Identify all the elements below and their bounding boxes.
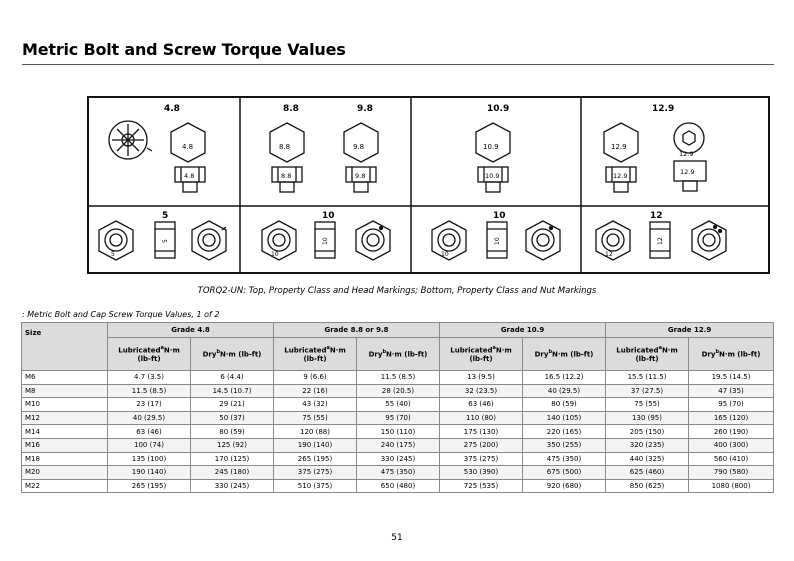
table-row [22, 466, 774, 480]
lubricated-torque-cell: 9 (6.6) [274, 371, 357, 385]
dry-torque-cell: 140 (105) [523, 411, 606, 425]
nut-class-label-12: 12 [650, 211, 663, 221]
grade-header: Grade 12.9 [606, 323, 774, 338]
hex-nut-side-icon [155, 222, 175, 258]
lubricated-torque-cell: 4.7 (3.5) [108, 371, 191, 385]
hex-side-bolt-icon [272, 167, 302, 192]
bolt-size-cell: M12 [22, 411, 108, 425]
hex-nut-side-icon [315, 222, 335, 258]
lubricated-torque-cell: 11.5 (8.5) [108, 384, 191, 398]
dry-torque-cell: 55 (40) [357, 398, 440, 412]
lubricated-torque-cell: 130 (95) [606, 411, 689, 425]
svg-text:4.8: 4.8 [182, 143, 194, 151]
dry-torque-cell: 400 (300) [689, 438, 774, 452]
svg-text:5: 5 [111, 251, 115, 258]
dry-torque-cell: 80 (59) [191, 425, 274, 439]
lubricated-torque-cell: 510 (375) [274, 479, 357, 493]
lubricated-torque-cell: 175 (130) [440, 425, 523, 439]
lubricated-torque-cell: 375 (275) [440, 452, 523, 466]
grade-header: Grade 4.8 [108, 323, 274, 338]
dry-torque-cell: 165 (120) [689, 411, 774, 425]
lubricated-torque-cell: 375 (275) [274, 466, 357, 480]
class-label-12-9: 12.9 [652, 104, 675, 114]
svg-text:8.8: 8.8 [279, 143, 291, 151]
class-label-4-8: 4.8 [164, 104, 180, 114]
lubricated-torque-cell: 75 (55) [606, 398, 689, 412]
lubricated-torque-cell: 23 (17) [108, 398, 191, 412]
lubricated-torque-cell: 15.5 (11.5) [606, 371, 689, 385]
lubricated-torque-cell: 110 (80) [440, 411, 523, 425]
dry-header: Dry$^b$N·m (lb-ft) [357, 338, 440, 371]
hex-head-bolt-icon [604, 123, 638, 162]
torque-values-table [21, 322, 774, 493]
page-title: Metric Bolt and Screw Torque Values [22, 40, 346, 59]
size-header: Size [22, 323, 108, 371]
figure-caption: TORQ2-UN: Top, Property Class and Head Markings; Bottom, Property Class and Nut Markings [197, 286, 597, 296]
bolt-marking-diagram [89, 98, 768, 272]
nut-class-label-10: 10 [493, 211, 506, 221]
lubricated-header: Lubricated$^a$N·m (lb-ft) [274, 338, 357, 371]
dry-torque-cell: 50 (37) [191, 411, 274, 425]
dry-torque-cell: 28 (20.5) [357, 384, 440, 398]
dry-torque-cell: 80 (59) [523, 398, 606, 412]
lubricated-torque-cell: 40 (29.5) [108, 411, 191, 425]
svg-text:10.9: 10.9 [485, 172, 500, 180]
lubricated-torque-cell: 725 (535) [440, 479, 523, 493]
lubricated-torque-cell: 440 (325) [606, 452, 689, 466]
table-row [22, 425, 774, 439]
svg-text:10: 10 [322, 237, 329, 245]
lubricated-torque-cell: 190 (140) [108, 466, 191, 480]
hex-side-bolt-icon [478, 167, 508, 192]
dry-torque-cell: 95 (70) [357, 411, 440, 425]
lubricated-torque-cell: 13 (9.5) [440, 371, 523, 385]
svg-text:12.9: 12.9 [611, 143, 627, 151]
svg-text:10: 10 [441, 251, 449, 258]
lubricated-torque-cell: 625 (460) [606, 466, 689, 480]
svg-text:9.8: 9.8 [353, 143, 365, 151]
bolt-marking-figure [87, 96, 770, 274]
svg-text:8.8: 8.8 [281, 172, 292, 180]
table-row [22, 398, 774, 412]
dry-torque-cell: 790 (580) [689, 466, 774, 480]
dry-torque-cell: 330 (245) [191, 479, 274, 493]
dry-torque-cell: 150 (110) [357, 425, 440, 439]
dry-torque-cell: 16.5 (12.2) [523, 371, 606, 385]
hex-nut-icon [262, 221, 296, 260]
lubricated-torque-cell: 100 (74) [108, 438, 191, 452]
dry-torque-cell: 125 (92) [191, 438, 274, 452]
hex-nut-icon [596, 221, 630, 260]
lubricated-torque-cell: 320 (235) [606, 438, 689, 452]
bolt-size-cell: M22 [22, 479, 108, 493]
grade-header-row [22, 323, 774, 338]
dry-torque-cell: 920 (680) [523, 479, 606, 493]
lubricated-torque-cell: 135 (100) [108, 452, 191, 466]
lubricated-torque-cell: 530 (390) [440, 466, 523, 480]
torque-table-body [22, 371, 774, 493]
table-row [22, 452, 774, 466]
table-caption: : Metric Bolt and Cap Screw Torque Values, 1 of 2 [22, 310, 220, 319]
dry-torque-cell: 220 (165) [523, 425, 606, 439]
dry-torque-cell: 350 (255) [523, 438, 606, 452]
lubricated-torque-cell: 63 (46) [108, 425, 191, 439]
dry-torque-cell: 95 (70) [689, 398, 774, 412]
svg-text:12.9: 12.9 [613, 172, 628, 180]
table-row [22, 371, 774, 385]
svg-text:10: 10 [271, 251, 279, 258]
lubricated-torque-cell: 850 (625) [606, 479, 689, 493]
hex-side-bolt-icon [175, 167, 205, 192]
hex-nut-icon [692, 221, 726, 260]
lubricated-torque-cell: 120 (88) [274, 425, 357, 439]
hex-nut-side-icon [650, 222, 670, 258]
dry-torque-cell: 11.5 (8.5) [357, 371, 440, 385]
dry-torque-cell: 47 (35) [689, 384, 774, 398]
socket-side-screw-icon [674, 161, 706, 191]
svg-text:10.9: 10.9 [483, 143, 499, 151]
hex-head-bolt-icon [270, 123, 304, 162]
lubricated-torque-cell: 32 (23.5) [440, 384, 523, 398]
lubricated-torque-cell: 190 (140) [274, 438, 357, 452]
lubricated-torque-cell: 22 (16) [274, 384, 357, 398]
table-row [22, 438, 774, 452]
lubricated-torque-cell: 75 (55) [274, 411, 357, 425]
hex-head-bolt-icon [171, 123, 205, 162]
class-label-9-8: 9.8 [357, 104, 373, 114]
page-number: 51 [391, 533, 403, 543]
dry-torque-cell: 40 (29.5) [523, 384, 606, 398]
svg-text:12: 12 [657, 237, 664, 245]
socket-head-screw-icon [674, 123, 704, 158]
dry-torque-cell: 260 (190) [689, 425, 774, 439]
lubricated-torque-cell: 37 (27.5) [606, 384, 689, 398]
lubricated-header: Lubricated$^a$N·m (lb-ft) [440, 338, 523, 371]
table-row [22, 411, 774, 425]
svg-text:4.8: 4.8 [184, 172, 195, 180]
dry-torque-cell: 29 (21) [191, 398, 274, 412]
hex-side-bolt-icon [346, 167, 376, 192]
dry-torque-cell: 14.5 (10.7) [191, 384, 274, 398]
svg-text:12.9: 12.9 [679, 150, 694, 158]
dry-torque-cell: 240 (175) [357, 438, 440, 452]
nut-class-label-10: 10 [322, 211, 335, 221]
dry-torque-cell: 6 (4.4) [191, 371, 274, 385]
dry-header: Dry$^b$N·m (lb-ft) [689, 338, 774, 371]
dry-torque-cell: 475 (350) [523, 452, 606, 466]
bolt-size-cell: M16 [22, 438, 108, 452]
svg-text:9.8: 9.8 [355, 172, 366, 180]
class-label-10-9: 10.9 [487, 104, 510, 114]
condition-header-row [22, 338, 774, 371]
hex-side-bolt-icon [606, 167, 636, 192]
dry-torque-cell: 675 (500) [523, 466, 606, 480]
table-row [22, 479, 774, 493]
bolt-size-cell: M8 [22, 384, 108, 398]
round-head-bolt-icon [109, 121, 152, 159]
bolt-size-cell: M14 [22, 425, 108, 439]
lubricated-torque-cell: 43 (32) [274, 398, 357, 412]
bolt-size-cell: M18 [22, 452, 108, 466]
hex-nut-icon [99, 221, 133, 260]
bolt-size-cell: M10 [22, 398, 108, 412]
svg-text:5: 5 [162, 239, 169, 243]
hex-nut-icon [356, 221, 390, 260]
svg-text:10: 10 [494, 237, 501, 245]
dry-header: Dry$^b$N·m (lb-ft) [191, 338, 274, 371]
bolt-size-cell: M6 [22, 371, 108, 385]
grade-header: Grade 8.8 or 9.8 [274, 323, 440, 338]
title-divider [22, 64, 774, 65]
hex-head-bolt-icon [476, 123, 510, 162]
hex-nut-icon [432, 221, 466, 260]
lubricated-torque-cell: 63 (46) [440, 398, 523, 412]
lubricated-header: Lubricated$^a$N·m (lb-ft) [606, 338, 689, 371]
dry-torque-cell: 19.5 (14.5) [689, 371, 774, 385]
lubricated-header: Lubricated$^a$N·m (lb-ft) [108, 338, 191, 371]
dry-torque-cell: 475 (350) [357, 466, 440, 480]
grade-header: Grade 10.9 [440, 323, 606, 338]
dry-torque-cell: 245 (180) [191, 466, 274, 480]
class-label-8-8: 8.8 [283, 104, 299, 114]
dry-torque-cell: 560 (410) [689, 452, 774, 466]
dry-torque-cell: 1080 (800) [689, 479, 774, 493]
svg-text:12: 12 [605, 251, 613, 258]
dry-torque-cell: 650 (480) [357, 479, 440, 493]
svg-text:12.9: 12.9 [680, 168, 695, 176]
dry-torque-cell: 330 (245) [357, 452, 440, 466]
lubricated-torque-cell: 265 (195) [274, 452, 357, 466]
bolt-size-cell: M20 [22, 466, 108, 480]
table-row [22, 384, 774, 398]
hex-nut-icon [192, 221, 226, 260]
hex-nut-side-icon [487, 222, 507, 258]
hex-nut-icon [526, 221, 560, 260]
hex-head-bolt-icon [344, 123, 378, 162]
dry-header: Dry$^b$N·m (lb-ft) [523, 338, 606, 371]
dry-torque-cell: 170 (125) [191, 452, 274, 466]
lubricated-torque-cell: 205 (150) [606, 425, 689, 439]
nut-class-label-5: 5 [162, 211, 169, 221]
lubricated-torque-cell: 265 (195) [108, 479, 191, 493]
lubricated-torque-cell: 275 (200) [440, 438, 523, 452]
